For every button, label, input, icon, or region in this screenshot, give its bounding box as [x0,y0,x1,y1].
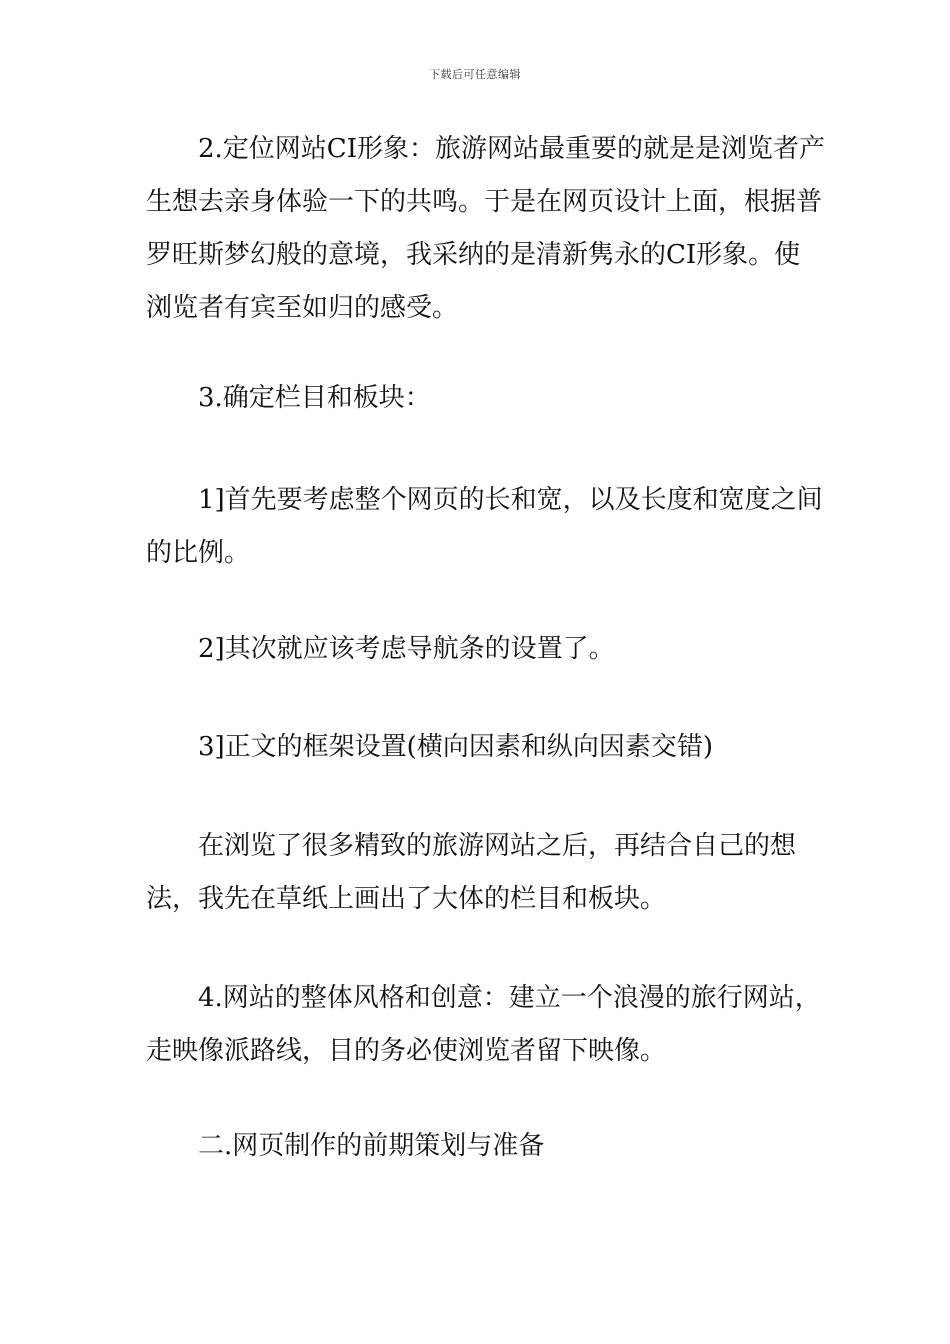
section-heading-planning: 二.网页制作的前期策划与准备 [198,1131,545,1161]
page-header-note: 下载后可任意编辑 [429,68,521,81]
paragraph-navigation: 2]其次就应该考虑导航条的设置了。 [198,634,615,664]
paragraph-page-size: 1]首先要考虑整个网页的长和宽，以及长度和宽度之间的比例。 [146,485,823,568]
paragraph-ci-image: 2.定位网站CI形象：旅游网站最重要的就是是浏览者产生想去亲身体验一下的共鸣。于是在网页设计上面，根据普罗旺斯梦幻般的意境，我采纳的是清新隽永的CI形象。使浏览者有宾至如归的感受。 [146,134,825,323]
paragraph-framework: 3]正文的框架设置(横向因素和纵向因素交错) [198,732,713,762]
paragraph-sketch: 在浏览了很多精致的旅游网站之后，再结合自己的想法，我先在草纸上画出了大体的栏目和板块。 [146,831,797,914]
paragraph-columns-heading: 3.确定栏目和板块： [198,383,431,413]
paragraph-style-creativity: 4.网站的整体风格和创意：建立一个浪漫的旅行网站，走映像派路线，目的务必使浏览者留下映像。 [146,983,821,1066]
